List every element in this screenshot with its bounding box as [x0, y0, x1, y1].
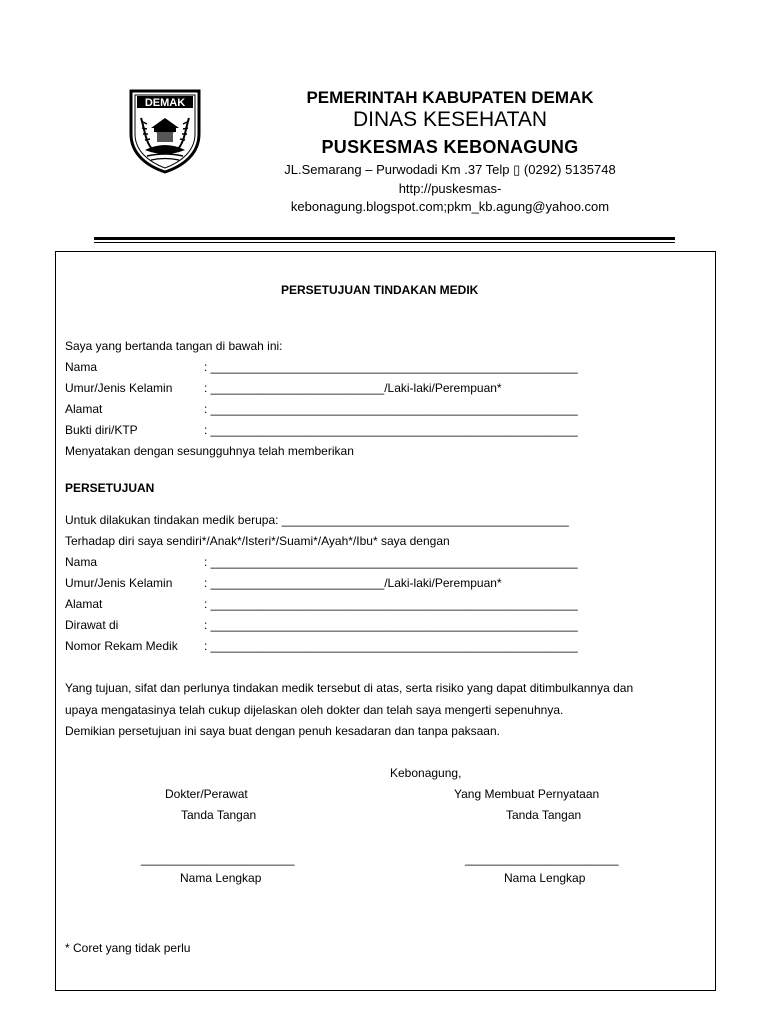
address-line: JL.Semarang – Purwodadi Km .37 Telp ▯ (0292) 5135748	[284, 162, 616, 177]
patient-id-label: Bukti diri/KTP	[65, 423, 138, 437]
section-title: PERSETUJUAN	[65, 481, 155, 495]
government-name: PEMERINTAH KABUPATEN DEMAK	[306, 88, 594, 107]
patient-name-field: : _______________________________________________________	[204, 360, 578, 374]
right-sign-label: Tanda Tangan	[506, 808, 582, 822]
left-sign-line: _______________________	[141, 852, 295, 866]
place-date: Kebonagung,	[390, 766, 462, 780]
patient-age-label: Umur/Jenis Kelamin	[65, 381, 173, 395]
right-name-label: Nama Lengkap	[504, 871, 586, 885]
left-role: Dokter/Perawat	[165, 787, 248, 801]
patient-age-field: : __________________________/Laki-laki/Perempuan*	[204, 381, 502, 395]
website-line-1: http://puskesmas-	[398, 181, 502, 196]
logo-text: DEMAK	[144, 97, 186, 109]
paragraph-line-2: upaya mengatasinya telah cukup dijelaskan oleh dokter dan telah saya mengerti sepenuhnya.	[65, 703, 564, 717]
demak-crest-logo	[127, 88, 203, 174]
intro-text: Saya yang bertanda tangan di bawah ini:	[65, 339, 283, 353]
patient-address-label: Alamat	[65, 402, 103, 416]
header-divider-thin	[94, 242, 675, 243]
paragraph-line-1: Yang tujuan, sifat dan perlunya tindakan medik tersebut di atas, serta risiko yang dapat ditimbulkannya dan	[65, 681, 634, 695]
subject-address-label: Alamat	[65, 597, 103, 611]
right-role: Yang Membuat Pernyataan	[454, 787, 600, 801]
left-sign-label: Tanda Tangan	[181, 808, 257, 822]
subject-age-label: Umur/Jenis Kelamin	[65, 576, 173, 590]
subject-address-field: : _______________________________________________________	[204, 597, 578, 611]
subject-age-field: : __________________________/Laki-laki/Perempuan*	[204, 576, 502, 590]
patient-name-label: Nama	[65, 360, 98, 374]
action-line: Untuk dilakukan tindakan medik berupa: ___________________________________________	[65, 513, 569, 527]
left-name-label: Nama Lengkap	[180, 871, 262, 885]
subject-record-field: : _______________________________________________________	[204, 639, 578, 653]
header-divider-thick	[94, 237, 675, 240]
patient-id-field: : _______________________________________________________	[204, 423, 578, 437]
puskesmas-name: PUSKESMAS KEBONAGUNG	[321, 137, 579, 157]
footnote: * Coret yang tidak perlu	[65, 941, 191, 955]
department-name: DINAS KESEHATAN	[352, 108, 548, 131]
subject-ward-field: : _______________________________________________________	[204, 618, 578, 632]
form-title: PERSETUJUAN TINDAKAN MEDIK	[281, 283, 479, 297]
subject-name-field: : _______________________________________________________	[204, 555, 578, 569]
declaration-text: Menyatakan dengan sesungguhnya telah memberikan	[65, 444, 354, 458]
subject-name-label: Nama	[65, 555, 98, 569]
right-sign-line: _______________________	[465, 852, 619, 866]
relation-line: Terhadap diri saya sendiri*/Anak*/Isteri*/Suami*/Ayah*/Ibu* saya dengan	[65, 534, 450, 548]
patient-address-field: : _______________________________________________________	[204, 402, 578, 416]
paragraph-line-3: Demikian persetujuan ini saya buat dengan penuh kesadaran dan tanpa paksaan.	[65, 724, 500, 738]
subject-record-label: Nomor Rekam Medik	[65, 639, 178, 653]
subject-ward-label: Dirawat di	[65, 618, 119, 632]
website-line-2: kebonagung.blogspot.com;pkm_kb.agung@yahoo.com	[290, 199, 610, 214]
